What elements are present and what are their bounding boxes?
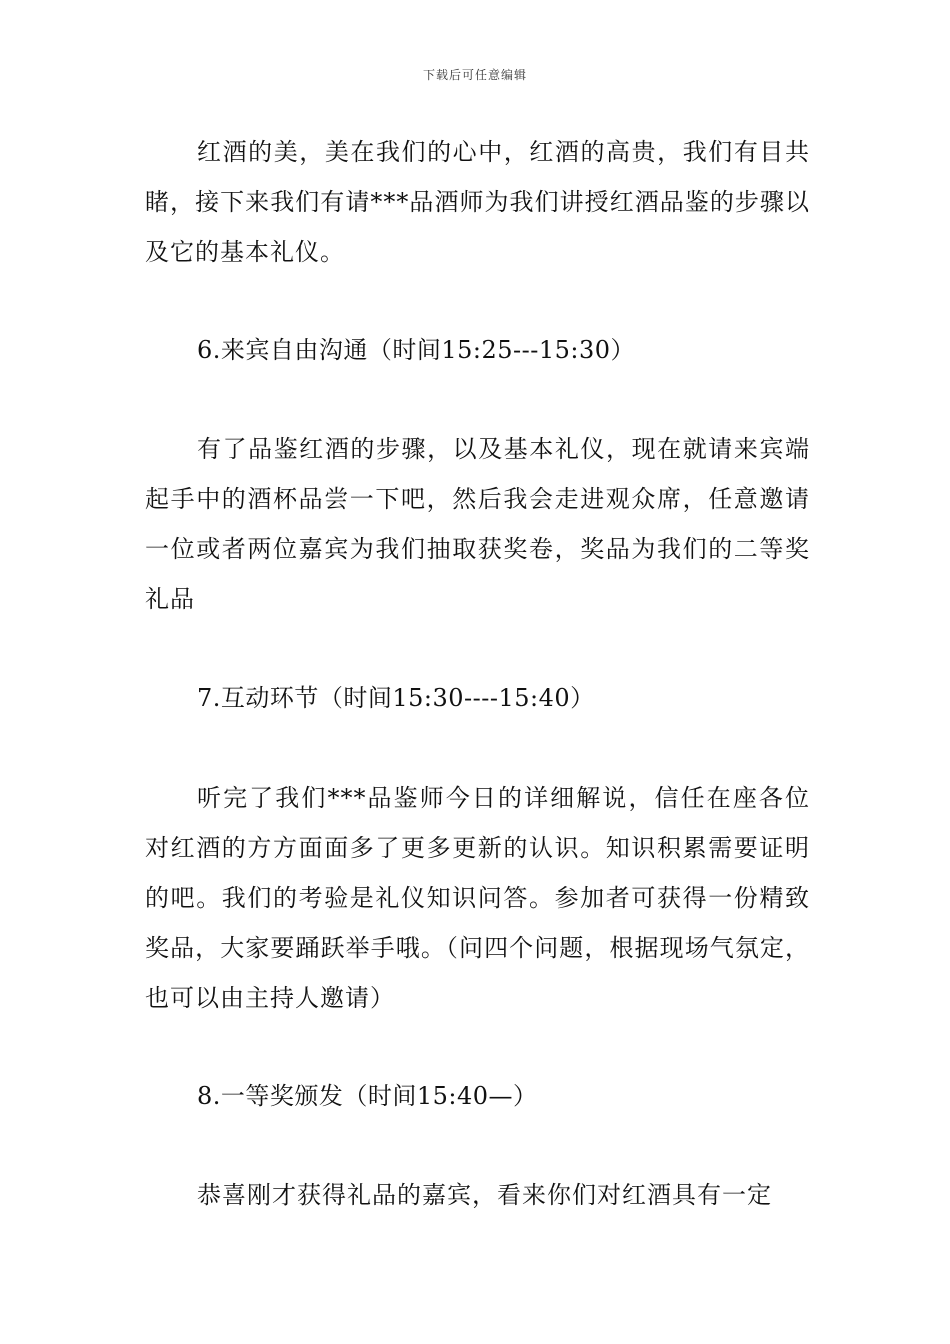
section-heading-8: 8.一等奖颁发（时间15:40—） [197,1082,538,1110]
section-heading-6: 6.来宾自由沟通（时间15:25---15:30） [197,336,636,364]
paragraph-first-prize: 恭喜刚才获得礼品的嘉宾，看来你们对红酒具有一定 [197,1181,772,1209]
paragraph-interaction: 听完了我们***品鉴师今日的详细解说，信任在座各位对红酒的方方面面多了更多更新的认识。知识积累需要证明的吧。我们的考验是礼仪知识问答。参加者可获得一份精致奖品，大家要踊跃举手哦。（问四个问题，根据现场气氛定，也可以由主持人邀请） [145,784,810,1012]
paragraph-intro-wine: 红酒的美，美在我们的心中，红酒的高贵，我们有目共睹，接下来我们有请***品酒师为我们讲授红酒品鉴的步骤以及它的基本礼仪。 [145,138,810,266]
page-header: 下载后可任意编辑 [422,68,527,82]
section-heading-7: 7.互动环节（时间15:30----15:40） [197,684,595,712]
paragraph-tasting: 有了品鉴红酒的步骤，以及基本礼仪，现在就请来宾端起手中的酒杯品尝一下吧，然后我会走进观众席，任意邀请一位或者两位嘉宾为我们抽取获奖卷，奖品为我们的二等奖礼品 [145,435,810,613]
